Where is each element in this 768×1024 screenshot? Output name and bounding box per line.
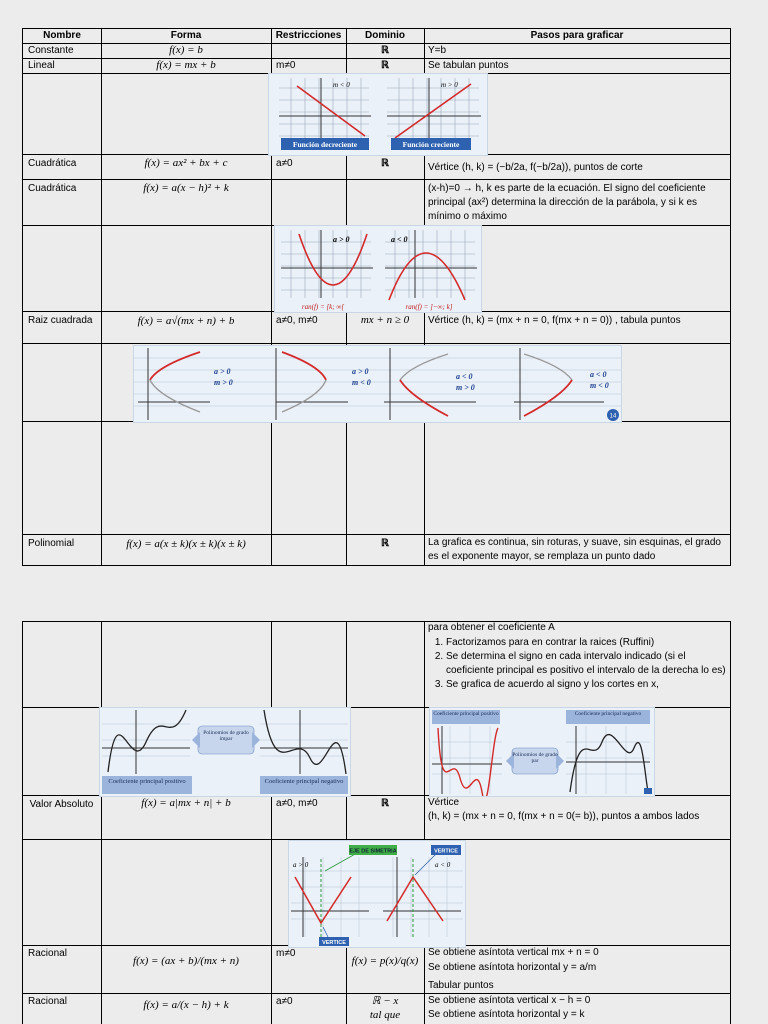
- row-raiz-nombre: Raiz cuadrada: [28, 315, 93, 326]
- row-raiz-pasos: Vértice (h, k) = (mx + n = 0, f(mx + n = 0)) , tabula puntos: [428, 315, 681, 326]
- row-racional2-restricciones: a≠0: [276, 996, 293, 1007]
- lineal-left-label: m < 0: [333, 81, 350, 89]
- row-racional2-pasos-1: Se obtiene asíntota vertical x − h = 0: [428, 995, 591, 1006]
- row-racional2-forma: f(x) = a/(x − h) + k: [143, 999, 229, 1011]
- raiz-p4-m: m < 0: [590, 381, 609, 390]
- row-cuadratica2-pasos: (x-h)=0 → h, k es parte de la ecuación. El signo del coeficiente principal (ax²) determina la dirección de la parábola, y si k es mínimo o máximo: [428, 183, 706, 222]
- figure-valor-absoluto: [288, 840, 466, 948]
- polinomial-impar-left-caption: Coeficiente principal positivo: [108, 778, 186, 785]
- row-valor-absoluto-pasos-title: Vértice: [428, 797, 460, 808]
- row-racional1-nombre: Racional: [28, 948, 67, 959]
- row-racional2-dominio-2: tal que: [369, 1009, 401, 1021]
- valor-absoluto-axis-label: EJE DE SIMETRIA: [349, 848, 397, 855]
- row-cuadratica1-forma: f(x) = ax² + bx + c: [144, 157, 228, 169]
- header-restricciones: Restricciones: [275, 30, 342, 41]
- header-dominio: Dominio: [365, 30, 405, 41]
- row-constante-nombre: Constante: [28, 45, 74, 56]
- polinomial-step-2: 2. Se determina el signo en cada intervalo indicado (si el coeficiente principal es positivo el intervalo de la derecha lo es): [446, 650, 726, 678]
- row-racional1-pasos-3: Tabular puntos: [428, 980, 494, 991]
- row-racional1-restricciones: m≠0: [276, 948, 296, 959]
- valor-absoluto-left-label: a > 0: [293, 861, 309, 869]
- polinomial-par-center: Polinomios de grado par: [512, 752, 558, 764]
- row-constante-forma: f(x) = b: [169, 44, 203, 56]
- row-raiz-restricciones: a≠0, m≠0: [276, 315, 318, 326]
- row-racional2-dominio-1: ℝ − x: [371, 995, 399, 1007]
- polinomial-step-3: 3. Se grafica de acuerdo al signo y los cortes en x,: [446, 678, 726, 692]
- raiz-p2-a: a > 0: [352, 367, 369, 376]
- row-constante-pasos: Y=b: [428, 45, 447, 56]
- cuadratica-right-range: ran(f) = ]−∞; k]: [405, 303, 453, 311]
- lineal-left-caption: Función decreciente: [292, 140, 358, 149]
- row-racional1-forma: f(x) = (ax + b)/(mx + n): [133, 955, 239, 967]
- row-polinomial-nombre: Polinomial: [28, 538, 75, 549]
- row-racional1-pasos-1: Se obtiene asíntota vertical mx + n = 0: [428, 947, 599, 958]
- valor-absoluto-vertex-bottom: VERTICE: [322, 940, 346, 946]
- raiz-p3-a: a < 0: [456, 372, 473, 381]
- row-valor-absoluto-nombre: Valor Absoluto: [29, 799, 94, 810]
- lineal-right-label: m > 0: [441, 81, 458, 89]
- row-polinomial-pasos: La grafica es continua, sin roturas, y suave, sin esquinas, el grado es el exponente mayor, se remplaza un punto dado: [428, 537, 721, 562]
- polinomial-par-right-caption: Coeficiente principal negativo: [574, 711, 642, 717]
- cuadratica-right-label: a < 0: [391, 235, 408, 244]
- row-cuadratica1-dominio: ℝ: [381, 158, 389, 169]
- valor-absoluto-right-label: a < 0: [435, 861, 451, 869]
- raiz-p1-m: m > 0: [214, 378, 233, 387]
- row-lineal-pasos: Se tabulan puntos: [428, 60, 509, 71]
- row-constante-dominio: ℝ: [381, 45, 389, 56]
- row-racional1-pasos-2: Se obtiene asíntota horizontal y = a/m: [428, 962, 597, 973]
- cuadratica-left-label: a > 0: [333, 235, 350, 244]
- raiz-page-number: 14: [609, 413, 617, 420]
- header-nombre: Nombre: [43, 30, 81, 41]
- row-lineal-forma: f(x) = mx + b: [156, 59, 216, 71]
- polinomial-impar-right-caption: Coeficiente principal negativo: [264, 778, 344, 785]
- row-polinomial-forma: f(x) = a(x ± k)(x ± k)(x ± k): [126, 538, 246, 550]
- polinomial-impar-center: Polinomios de grado impar: [203, 730, 249, 742]
- figure-raiz: [133, 345, 622, 423]
- row-lineal-dominio: ℝ: [381, 60, 389, 71]
- row-cuadratica1-pasos: Vértice (h, k) = (−b/2a, f(−b/2a)), puntos de corte: [428, 162, 643, 173]
- row-cuadratica1-restricciones: a≠0: [276, 158, 293, 169]
- header-pasos: Pasos para graficar: [530, 30, 624, 41]
- row-cuadratica2-nombre: Cuadrática: [28, 183, 77, 194]
- polinomial-step-1: 1. Factorizamos para en contrar la raices (Ruffini): [446, 636, 726, 650]
- row-racional2-nombre: Racional: [28, 996, 67, 1007]
- figure-polinomial-impar: [99, 707, 351, 797]
- row-cuadratica2-forma: f(x) = a(x − h)² + k: [143, 182, 229, 194]
- polinomial-par-left-caption: Coeficiente principal positivo: [433, 711, 499, 717]
- lineal-right-caption: Función creciente: [402, 140, 460, 149]
- polinomial-cont-intro: para obtener el coeficiente A: [428, 622, 555, 633]
- row-cuadratica1-nombre: Cuadrática: [28, 158, 77, 169]
- polinomial-steps: [428, 636, 726, 692]
- row-polinomial-dominio: ℝ: [381, 538, 389, 549]
- row-valor-absoluto-restricciones: a≠0, m≠0: [276, 798, 318, 809]
- valor-absoluto-vertex-top: VERTICE: [434, 848, 458, 855]
- raiz-p2-m: m < 0: [352, 378, 371, 387]
- row-lineal-restricciones: m≠0: [276, 60, 296, 71]
- header-forma: Forma: [170, 30, 202, 41]
- figure-polinomial-par: [429, 707, 655, 797]
- raiz-p4-a: a < 0: [590, 370, 607, 379]
- row-racional1-dominio: f(x) = p(x)/q(x): [351, 955, 419, 967]
- row-valor-absoluto-pasos: (h, k) = (mx + n = 0, f(mx + n = 0(= b)), puntos a ambos lados: [428, 811, 700, 822]
- figure-cuadratica: [274, 225, 482, 313]
- row-valor-absoluto-dominio: ℝ: [381, 798, 389, 809]
- cuadratica-left-range: ran(f) = [k; ∞[: [301, 303, 345, 311]
- row-racional2-pasos-2: Se obtiene asíntota horizontal y = k: [428, 1009, 585, 1020]
- row-raiz-forma: f(x) = a√(mx + n) + b: [137, 315, 235, 327]
- row-lineal-nombre: Lineal: [28, 60, 55, 71]
- figure-lineal: [268, 73, 488, 156]
- raiz-p1-a: a > 0: [214, 367, 231, 376]
- row-raiz-dominio: mx + n ≥ 0: [360, 314, 410, 326]
- row-valor-absoluto-forma: f(x) = a|mx + n| + b: [141, 797, 231, 809]
- raiz-p3-m: m > 0: [456, 383, 475, 392]
